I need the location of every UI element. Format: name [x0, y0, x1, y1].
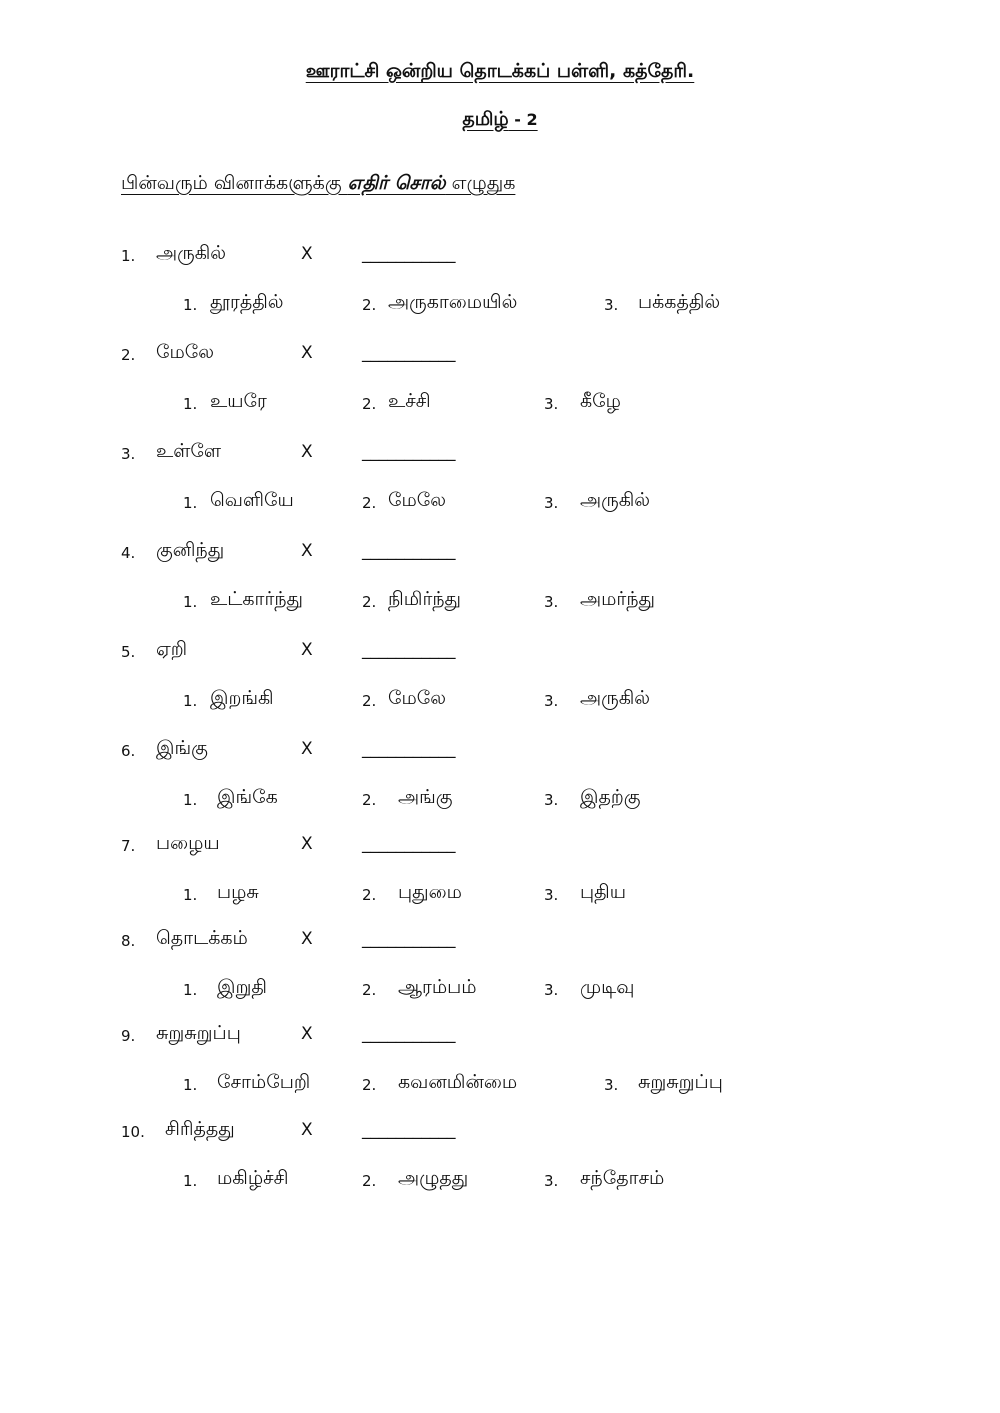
question-number: 10.: [121, 1123, 145, 1141]
options-row: [0, 1167, 1000, 1197]
question-row: [0, 341, 1000, 371]
option-text: மேலே: [388, 489, 447, 511]
option-text: உச்சி: [388, 390, 431, 412]
question-row: [0, 242, 1000, 272]
option-number: 2.: [362, 296, 377, 314]
question-word: குனிந்து: [156, 539, 225, 561]
option-number: 3.: [544, 1172, 559, 1190]
option-number: 3.: [544, 981, 559, 999]
x-mark: X: [301, 541, 313, 561]
options-row: [0, 976, 1000, 1006]
question-number: 9.: [121, 1027, 136, 1045]
option-number: 1.: [183, 494, 198, 512]
school-title: ஊராட்சி ஒன்றிய தொடக்கப் பள்ளி, கத்தேரி.: [305, 60, 695, 82]
option-text: கீழே: [580, 390, 621, 412]
x-mark: X: [301, 640, 313, 660]
options-row: [0, 786, 1000, 816]
option-text: இறங்கி: [210, 687, 274, 709]
question-number: 4.: [121, 544, 136, 562]
option-number: 1.: [183, 1076, 198, 1094]
options-row: [0, 687, 1000, 717]
answer-blank: ___________: [362, 343, 456, 363]
option-number: 3.: [604, 1076, 619, 1094]
option-text: அருகில்: [580, 687, 651, 709]
x-mark: X: [301, 834, 313, 854]
option-text: மேலே: [388, 687, 447, 709]
option-number: 2.: [362, 1076, 377, 1094]
question-word: பழைய: [156, 832, 220, 854]
option-number: 2.: [362, 886, 377, 904]
question-number: 5.: [121, 643, 136, 661]
question-word: தொடக்கம்: [156, 927, 248, 949]
x-mark: X: [301, 1024, 313, 1044]
option-number: 3.: [544, 395, 559, 413]
options-row: [0, 881, 1000, 911]
x-mark: X: [301, 442, 313, 462]
question-row: [0, 638, 1000, 668]
option-number: 3.: [544, 494, 559, 512]
question-word: சிரித்தது: [165, 1118, 235, 1140]
answer-blank: ___________: [362, 541, 456, 561]
option-text: அருகாமையில்: [388, 291, 518, 313]
subject-name: தமிழ்: [462, 108, 509, 130]
option-text: சோம்பேறி: [217, 1071, 311, 1093]
question-word: மேலே: [156, 341, 215, 363]
question-word: சுறுசுறுப்பு: [156, 1022, 241, 1044]
option-number: 1.: [183, 395, 198, 413]
question-word: உள்ளே: [156, 440, 222, 462]
option-number: 2.: [362, 395, 377, 413]
option-text: உட்கார்ந்து: [210, 588, 304, 610]
question-row: [0, 1022, 1000, 1052]
option-number: 2.: [362, 1172, 377, 1190]
x-mark: X: [301, 244, 313, 264]
option-text: வெளியே: [210, 489, 294, 511]
answer-blank: ___________: [362, 834, 456, 854]
option-number: 1.: [183, 692, 198, 710]
option-number: 1.: [183, 886, 198, 904]
option-text: அழுதது: [398, 1167, 469, 1189]
option-text: உயரே: [210, 390, 267, 412]
options-row: [0, 291, 1000, 321]
option-number: 1.: [183, 791, 198, 809]
answer-blank: ___________: [362, 244, 456, 264]
option-text: தூரத்தில்: [210, 291, 284, 313]
x-mark: X: [301, 343, 313, 363]
option-text: நிமிர்ந்து: [388, 588, 462, 610]
option-text: பக்கத்தில்: [638, 291, 721, 313]
answer-blank: ___________: [362, 929, 456, 949]
question-number: 1.: [121, 247, 136, 265]
option-number: 1.: [183, 593, 198, 611]
question-word: இங்கு: [156, 737, 208, 759]
question-row: [0, 539, 1000, 569]
answer-blank: ___________: [362, 442, 456, 462]
answer-blank: ___________: [362, 1120, 456, 1140]
option-text: சந்தோசம்: [580, 1167, 665, 1189]
option-number: 3.: [544, 692, 559, 710]
question-number: 2.: [121, 346, 136, 364]
question-number: 6.: [121, 742, 136, 760]
option-number: 3.: [544, 791, 559, 809]
option-text: அருகில்: [580, 489, 651, 511]
options-row: [0, 588, 1000, 618]
question-number: 3.: [121, 445, 136, 463]
question-row: [0, 737, 1000, 767]
question-row: [0, 832, 1000, 862]
option-text: இறுதி: [217, 976, 267, 998]
option-text: பழசு: [217, 881, 259, 903]
answer-blank: ___________: [362, 739, 456, 759]
option-number: 2.: [362, 791, 377, 809]
option-number: 3.: [604, 296, 619, 314]
option-number: 2.: [362, 692, 377, 710]
x-mark: X: [301, 1120, 313, 1140]
instruction-prefix: பின்வரும் வினாக்களுக்கு: [121, 172, 348, 194]
option-text: முடிவு: [580, 976, 635, 998]
option-number: 3.: [544, 593, 559, 611]
instruction-text: [121, 172, 515, 197]
option-text: ஆரம்பம்: [398, 976, 477, 998]
options-row: [0, 489, 1000, 519]
answer-blank: ___________: [362, 1024, 456, 1044]
question-word: ஏறி: [156, 638, 188, 660]
option-number: 1.: [183, 296, 198, 314]
option-text: அங்கு: [398, 786, 453, 808]
option-text: புதிய: [580, 881, 626, 903]
instruction-suffix: எழுதுக: [445, 172, 516, 194]
option-text: சுறுசுறுப்பு: [638, 1071, 723, 1093]
subject-number: - 2: [508, 110, 538, 129]
instruction-emphasis: எதிர் சொல்: [347, 172, 446, 194]
option-number: 1.: [183, 981, 198, 999]
subject-title: [0, 108, 1000, 133]
option-text: புதுமை: [398, 881, 462, 903]
option-text: மகிழ்ச்சி: [217, 1167, 289, 1189]
option-number: 1.: [183, 1172, 198, 1190]
question-word: அருகில்: [156, 242, 227, 264]
answer-blank: ___________: [362, 640, 456, 660]
option-text: கவனமின்மை: [398, 1071, 518, 1093]
question-number: 7.: [121, 837, 136, 855]
question-row: [0, 1118, 1000, 1148]
question-number: 8.: [121, 932, 136, 950]
options-row: [0, 1071, 1000, 1101]
x-mark: X: [301, 929, 313, 949]
option-text: அமர்ந்து: [580, 588, 655, 610]
x-mark: X: [301, 739, 313, 759]
question-row: [0, 440, 1000, 470]
option-number: 3.: [544, 886, 559, 904]
option-text: இதற்கு: [580, 786, 641, 808]
option-number: 2.: [362, 593, 377, 611]
option-number: 2.: [362, 494, 377, 512]
question-row: [0, 927, 1000, 957]
option-text: இங்கே: [217, 786, 278, 808]
option-number: 2.: [362, 981, 377, 999]
options-row: [0, 390, 1000, 420]
